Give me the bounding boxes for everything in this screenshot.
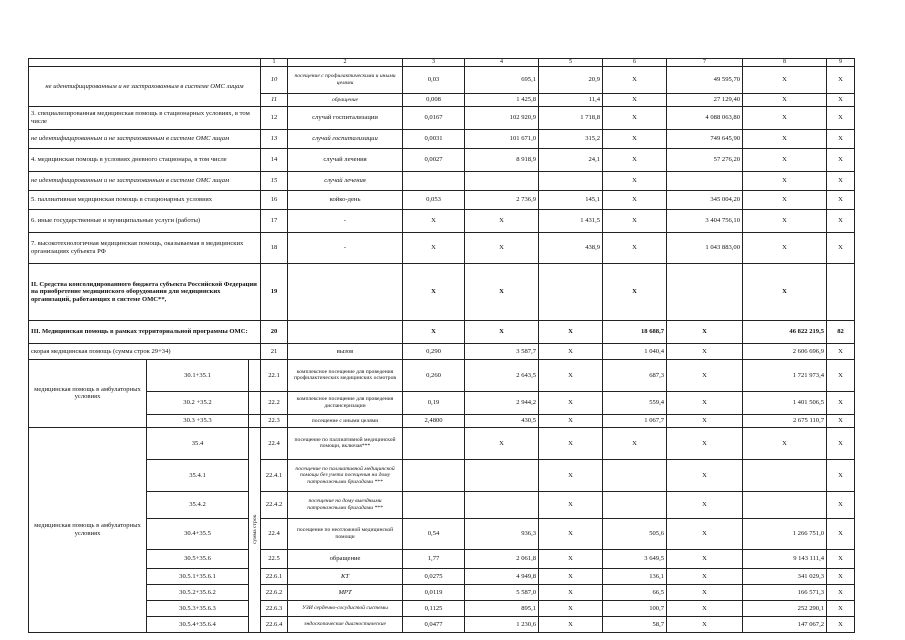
value-cell: 0,0477 <box>403 616 465 632</box>
header-cell: 2 <box>288 59 403 67</box>
ref-spacer <box>249 359 261 391</box>
ref-cell: 30.5.2+35.6.2 <box>147 584 249 600</box>
value-cell <box>743 491 827 518</box>
value-cell: 4 949,8 <box>465 568 539 584</box>
table-row <box>29 459 855 491</box>
value-cell: 2,4800 <box>403 414 465 427</box>
value-cell: 102 920,9 <box>465 106 539 129</box>
table-row <box>29 320 855 343</box>
value-cell: X <box>667 359 743 391</box>
header-cell: 1 <box>261 59 288 67</box>
value-cell: 0,0167 <box>403 106 465 129</box>
value-cell: 2 606 696,9 <box>743 343 827 359</box>
value-cell: X <box>403 232 465 263</box>
value-cell: 2 736,9 <box>465 190 539 209</box>
value-cell: X <box>827 190 855 209</box>
value-cell: 0,03 <box>403 66 465 93</box>
value-cell: X <box>743 190 827 209</box>
value-cell: 101 671,0 <box>465 129 539 148</box>
table-row <box>29 66 855 93</box>
value-cell: X <box>743 93 827 106</box>
value-cell: 58,7 <box>603 616 667 632</box>
financial-table <box>28 58 855 633</box>
value-cell: X <box>603 93 667 106</box>
row-label: не идентифицированным и не застрахованным в системе ОМС лицам <box>29 171 261 190</box>
value-cell: X <box>603 171 667 190</box>
value-cell: X <box>827 359 855 391</box>
ref-spacer <box>249 391 261 414</box>
table-row <box>29 190 855 209</box>
value-cell: 11,4 <box>539 93 603 106</box>
value-cell: 1 401 506,5 <box>743 391 827 414</box>
value-cell: X <box>743 171 827 190</box>
row-number: 22.4.1 <box>261 459 288 491</box>
unit-cell: МРТ <box>288 584 403 600</box>
row-number: 22.2 <box>261 391 288 414</box>
table-row <box>29 600 855 616</box>
value-cell <box>465 459 539 491</box>
table-row <box>29 391 855 414</box>
unit-cell: случай лечения <box>288 148 403 171</box>
row-number: 22.4 <box>261 518 288 549</box>
table-row <box>29 616 855 632</box>
value-cell: 0,290 <box>403 343 465 359</box>
value-cell: X <box>539 491 603 518</box>
value-cell: 1 043 883,00 <box>667 232 743 263</box>
value-cell: 1 425,8 <box>465 93 539 106</box>
ambulatory-label: медицинская помощь в амбулаторных условиях <box>29 359 147 427</box>
value-cell: X <box>827 584 855 600</box>
row-label: 7. высокотехнологичная медицинская помощь, оказываемая в медицинских организациях субъекта РФ <box>29 232 261 263</box>
value-cell <box>403 459 465 491</box>
value-cell: X <box>667 549 743 568</box>
value-cell: X <box>827 600 855 616</box>
header-cell: 3 <box>403 59 465 67</box>
value-cell: X <box>743 106 827 129</box>
header-row <box>29 59 855 67</box>
value-cell: 0,0275 <box>403 568 465 584</box>
value-cell: 57 276,20 <box>667 148 743 171</box>
value-cell: 8 918,9 <box>465 148 539 171</box>
value-cell: X <box>743 209 827 232</box>
value-cell: X <box>667 391 743 414</box>
value-cell: X <box>539 549 603 568</box>
row-number: 17 <box>261 209 288 232</box>
value-cell: 1 718,8 <box>539 106 603 129</box>
row-number: 21 <box>261 343 288 359</box>
row-number: 22.4.2 <box>261 491 288 518</box>
value-cell: X <box>743 129 827 148</box>
unit-cell: - <box>288 232 403 263</box>
value-cell: 1 067,7 <box>603 414 667 427</box>
row-label: 6. иные государственные и муниципальные услуги (работы) <box>29 209 261 232</box>
value-cell <box>403 427 465 459</box>
value-cell: X <box>465 320 539 343</box>
value-cell: X <box>603 129 667 148</box>
value-cell <box>603 459 667 491</box>
value-cell: 18 688,7 <box>603 320 667 343</box>
ref-cell: 30.5.1+35.6.1 <box>147 568 249 584</box>
value-cell: X <box>667 491 743 518</box>
value-cell: 438,9 <box>539 232 603 263</box>
value-cell: X <box>827 129 855 148</box>
value-cell: X <box>603 66 667 93</box>
table-row <box>29 568 855 584</box>
value-cell: 695,1 <box>465 66 539 93</box>
value-cell: X <box>667 568 743 584</box>
table-row <box>29 106 855 129</box>
value-cell: X <box>827 343 855 359</box>
row-number: 22.6.3 <box>261 600 288 616</box>
value-cell: 0,1125 <box>403 600 465 616</box>
ref-cell: 30.5.4+35.6.4 <box>147 616 249 632</box>
unit-cell: койко-день <box>288 190 403 209</box>
unit-cell: случай госпитализации <box>288 129 403 148</box>
value-cell: X <box>603 190 667 209</box>
value-cell: X <box>827 171 855 190</box>
header-cell: 8 <box>743 59 827 67</box>
value-cell: X <box>827 106 855 129</box>
value-cell: 559,4 <box>603 391 667 414</box>
value-cell: X <box>827 459 855 491</box>
value-cell <box>667 171 743 190</box>
unit-cell <box>288 320 403 343</box>
value-cell: X <box>667 414 743 427</box>
header-cell: 9 <box>827 59 855 67</box>
value-cell: X <box>827 391 855 414</box>
value-cell: 505,6 <box>603 518 667 549</box>
value-cell: 0,54 <box>403 518 465 549</box>
row-label: II. Средства консолидированного бюджета субъекта Российской Федерации на приобретение медицинского оборудования для медицинских организаций, работающих в системе ОМС**, <box>29 263 261 320</box>
value-cell: X <box>743 66 827 93</box>
value-cell: 2 643,5 <box>465 359 539 391</box>
value-cell: 1 040,4 <box>603 343 667 359</box>
value-cell <box>465 171 539 190</box>
header-cell: 6 <box>603 59 667 67</box>
header-cell: 7 <box>667 59 743 67</box>
value-cell: X <box>743 148 827 171</box>
row-number: 22.1 <box>261 359 288 391</box>
value-cell: 1 431,5 <box>539 209 603 232</box>
ref-cell: 30.5+35.6 <box>147 549 249 568</box>
value-cell: 687,3 <box>603 359 667 391</box>
value-cell: X <box>603 106 667 129</box>
value-cell: 27 129,40 <box>667 93 743 106</box>
value-cell: X <box>603 427 667 459</box>
value-cell: 49 595,70 <box>667 66 743 93</box>
value-cell: 0,008 <box>403 93 465 106</box>
value-cell: 136,1 <box>603 568 667 584</box>
value-cell: X <box>539 616 603 632</box>
value-cell: 3 587,7 <box>465 343 539 359</box>
value-cell <box>539 263 603 320</box>
value-cell: X <box>539 459 603 491</box>
value-cell: X <box>539 320 603 343</box>
value-cell: X <box>539 414 603 427</box>
value-cell: X <box>667 459 743 491</box>
table-row <box>29 414 855 427</box>
value-cell: X <box>827 93 855 106</box>
value-cell: 2 944,2 <box>465 391 539 414</box>
unit-cell: посещение на дому выездными патронажными бригадами *** <box>288 491 403 518</box>
table-row <box>29 232 855 263</box>
row-number: 22.4 <box>261 427 288 459</box>
unit-cell: - <box>288 209 403 232</box>
ref-spacer <box>249 414 261 427</box>
value-cell: 147 067,2 <box>743 616 827 632</box>
unit-cell: обращение <box>288 93 403 106</box>
value-cell: X <box>827 491 855 518</box>
value-cell: 3 404 756,10 <box>667 209 743 232</box>
ambulatory-label: медицинская помощь в амбулаторных условиях <box>29 427 147 632</box>
row-number: 19 <box>261 263 288 320</box>
table-row <box>29 491 855 518</box>
value-cell: X <box>827 427 855 459</box>
value-cell <box>827 263 855 320</box>
row-number: 15 <box>261 171 288 190</box>
value-cell: 0,0119 <box>403 584 465 600</box>
value-cell: X <box>743 232 827 263</box>
value-cell: 1,77 <box>403 549 465 568</box>
value-cell: X <box>667 343 743 359</box>
table-row <box>29 343 855 359</box>
table-row <box>29 209 855 232</box>
value-cell: X <box>403 263 465 320</box>
value-cell: X <box>465 427 539 459</box>
row-label: не идентифицированным и не застрахованным в системе ОМС лицам <box>29 66 261 106</box>
table-row <box>29 263 855 320</box>
row-label: 4. медицинская помощь в условиях дневного стационара, в том числе <box>29 148 261 171</box>
row-number: 22.6.4 <box>261 616 288 632</box>
ref-cell: 30.2 +35.2 <box>147 391 249 414</box>
value-cell: 341 029,3 <box>743 568 827 584</box>
row-number: 14 <box>261 148 288 171</box>
value-cell: 252 290,1 <box>743 600 827 616</box>
value-cell: 82 <box>827 320 855 343</box>
value-cell: X <box>743 263 827 320</box>
value-cell: X <box>539 518 603 549</box>
value-cell: X <box>603 209 667 232</box>
value-cell <box>403 491 465 518</box>
row-number: 22.6.1 <box>261 568 288 584</box>
value-cell: X <box>603 232 667 263</box>
row-number: 22.6.2 <box>261 584 288 600</box>
sum-label: сумма строк <box>249 427 261 632</box>
value-cell: X <box>539 427 603 459</box>
value-cell: 0,0031 <box>403 129 465 148</box>
value-cell: X <box>827 549 855 568</box>
unit-cell: случай лечения <box>288 171 403 190</box>
header-cell <box>29 59 261 67</box>
value-cell: 66,5 <box>603 584 667 600</box>
table-row <box>29 171 855 190</box>
ref-cell: 30.4+35.5 <box>147 518 249 549</box>
value-cell: 46 822 219,5 <box>743 320 827 343</box>
unit-cell: посещение по неотложной медицинской помощи <box>288 518 403 549</box>
unit-cell <box>288 263 403 320</box>
unit-cell: посещение с профилактическими и иными целями <box>288 66 403 93</box>
value-cell: X <box>403 209 465 232</box>
row-label: III. Медицинская помощь в рамках территориальной программы ОМС: <box>29 320 261 343</box>
row-number: 18 <box>261 232 288 263</box>
value-cell: X <box>743 427 827 459</box>
row-label: не идентифицированным и не застрахованным в системе ОМС лицам <box>29 129 261 148</box>
row-number: 22.5 <box>261 549 288 568</box>
value-cell: X <box>465 263 539 320</box>
unit-cell: комплексное посещение для проведения профилактических медицинских осмотров <box>288 359 403 391</box>
value-cell: 145,1 <box>539 190 603 209</box>
value-cell: 345 004,20 <box>667 190 743 209</box>
row-number: 20 <box>261 320 288 343</box>
value-cell: X <box>827 209 855 232</box>
ref-cell: 30.3 +35.3 <box>147 414 249 427</box>
value-cell: 749 645,90 <box>667 129 743 148</box>
value-cell: X <box>827 414 855 427</box>
value-cell <box>603 491 667 518</box>
value-cell: 0,0027 <box>403 148 465 171</box>
row-number: 22.3 <box>261 414 288 427</box>
unit-cell: посещение с иными целями <box>288 414 403 427</box>
value-cell: X <box>667 584 743 600</box>
unit-cell: посещение по паллиативной медицинской помощи, включая*** <box>288 427 403 459</box>
ref-cell: 30.1+35.1 <box>147 359 249 391</box>
value-cell: 3 649,5 <box>603 549 667 568</box>
value-cell: X <box>403 320 465 343</box>
value-cell <box>743 459 827 491</box>
value-cell: 0,260 <box>403 359 465 391</box>
ref-cell: 30.5.3+35.6.3 <box>147 600 249 616</box>
row-number: 12 <box>261 106 288 129</box>
table-row <box>29 129 855 148</box>
value-cell: X <box>827 518 855 549</box>
unit-cell: случай госпитализации <box>288 106 403 129</box>
value-cell: X <box>539 391 603 414</box>
value-cell: X <box>465 209 539 232</box>
value-cell: 100,7 <box>603 600 667 616</box>
unit-cell: комплексное посещение для проведения диспансеризации <box>288 391 403 414</box>
value-cell: 5 587,0 <box>465 584 539 600</box>
value-cell: 315,2 <box>539 129 603 148</box>
value-cell: 430,5 <box>465 414 539 427</box>
value-cell: 1 266 751,0 <box>743 518 827 549</box>
table-row <box>29 584 855 600</box>
value-cell: 895,1 <box>465 600 539 616</box>
row-number: 10 <box>261 66 288 93</box>
value-cell: X <box>827 616 855 632</box>
value-cell: X <box>465 232 539 263</box>
value-cell: X <box>827 568 855 584</box>
value-cell: 166 571,3 <box>743 584 827 600</box>
unit-cell: КТ <box>288 568 403 584</box>
value-cell: 9 143 111,4 <box>743 549 827 568</box>
table-row <box>29 359 855 391</box>
unit-cell: эндоскопические диагностические <box>288 616 403 632</box>
value-cell: X <box>827 232 855 263</box>
value-cell: X <box>667 518 743 549</box>
value-cell <box>539 171 603 190</box>
value-cell: X <box>667 600 743 616</box>
value-cell: X <box>603 148 667 171</box>
table-row <box>29 518 855 549</box>
table-row <box>29 549 855 568</box>
table-row <box>29 427 855 459</box>
value-cell: 0,053 <box>403 190 465 209</box>
row-number: 13 <box>261 129 288 148</box>
unit-cell: УЗИ сердечно-сосудистой системы <box>288 600 403 616</box>
value-cell <box>465 491 539 518</box>
value-cell: 2 675 110,7 <box>743 414 827 427</box>
value-cell: X <box>539 359 603 391</box>
header-cell: 4 <box>465 59 539 67</box>
value-cell: X <box>603 263 667 320</box>
row-label: 5. паллиативная медицинская помощь в стационарных условиях <box>29 190 261 209</box>
table-row <box>29 148 855 171</box>
ref-cell: 35.4.2 <box>147 491 249 518</box>
value-cell <box>403 171 465 190</box>
unit-cell: вызов <box>288 343 403 359</box>
value-cell: X <box>539 568 603 584</box>
value-cell: X <box>667 427 743 459</box>
value-cell: 24,1 <box>539 148 603 171</box>
value-cell: 20,9 <box>539 66 603 93</box>
value-cell: 2 061,8 <box>465 549 539 568</box>
value-cell: X <box>667 320 743 343</box>
value-cell: X <box>539 600 603 616</box>
value-cell: 0,19 <box>403 391 465 414</box>
row-number: 16 <box>261 190 288 209</box>
row-label: скорая медицинская помощь (сумма строк 29+34) <box>29 343 261 359</box>
value-cell: X <box>539 343 603 359</box>
ref-cell: 35.4 <box>147 427 249 459</box>
unit-cell: обращение <box>288 549 403 568</box>
value-cell: 4 088 063,80 <box>667 106 743 129</box>
unit-cell: посещение по паллиативной медицинской помощи без учета посещения на дому патронажными бригадами *** <box>288 459 403 491</box>
header-cell: 5 <box>539 59 603 67</box>
value-cell: X <box>667 616 743 632</box>
value-cell: 1 230,6 <box>465 616 539 632</box>
value-cell: 1 721 973,4 <box>743 359 827 391</box>
value-cell: X <box>827 66 855 93</box>
ref-cell: 35.4.1 <box>147 459 249 491</box>
value-cell <box>667 263 743 320</box>
value-cell: 936,3 <box>465 518 539 549</box>
value-cell: X <box>539 584 603 600</box>
value-cell: X <box>827 148 855 171</box>
row-label: 3. специализированная медицинская помощь в стационарных условиях, в том числе <box>29 106 261 129</box>
row-number: 11 <box>261 93 288 106</box>
